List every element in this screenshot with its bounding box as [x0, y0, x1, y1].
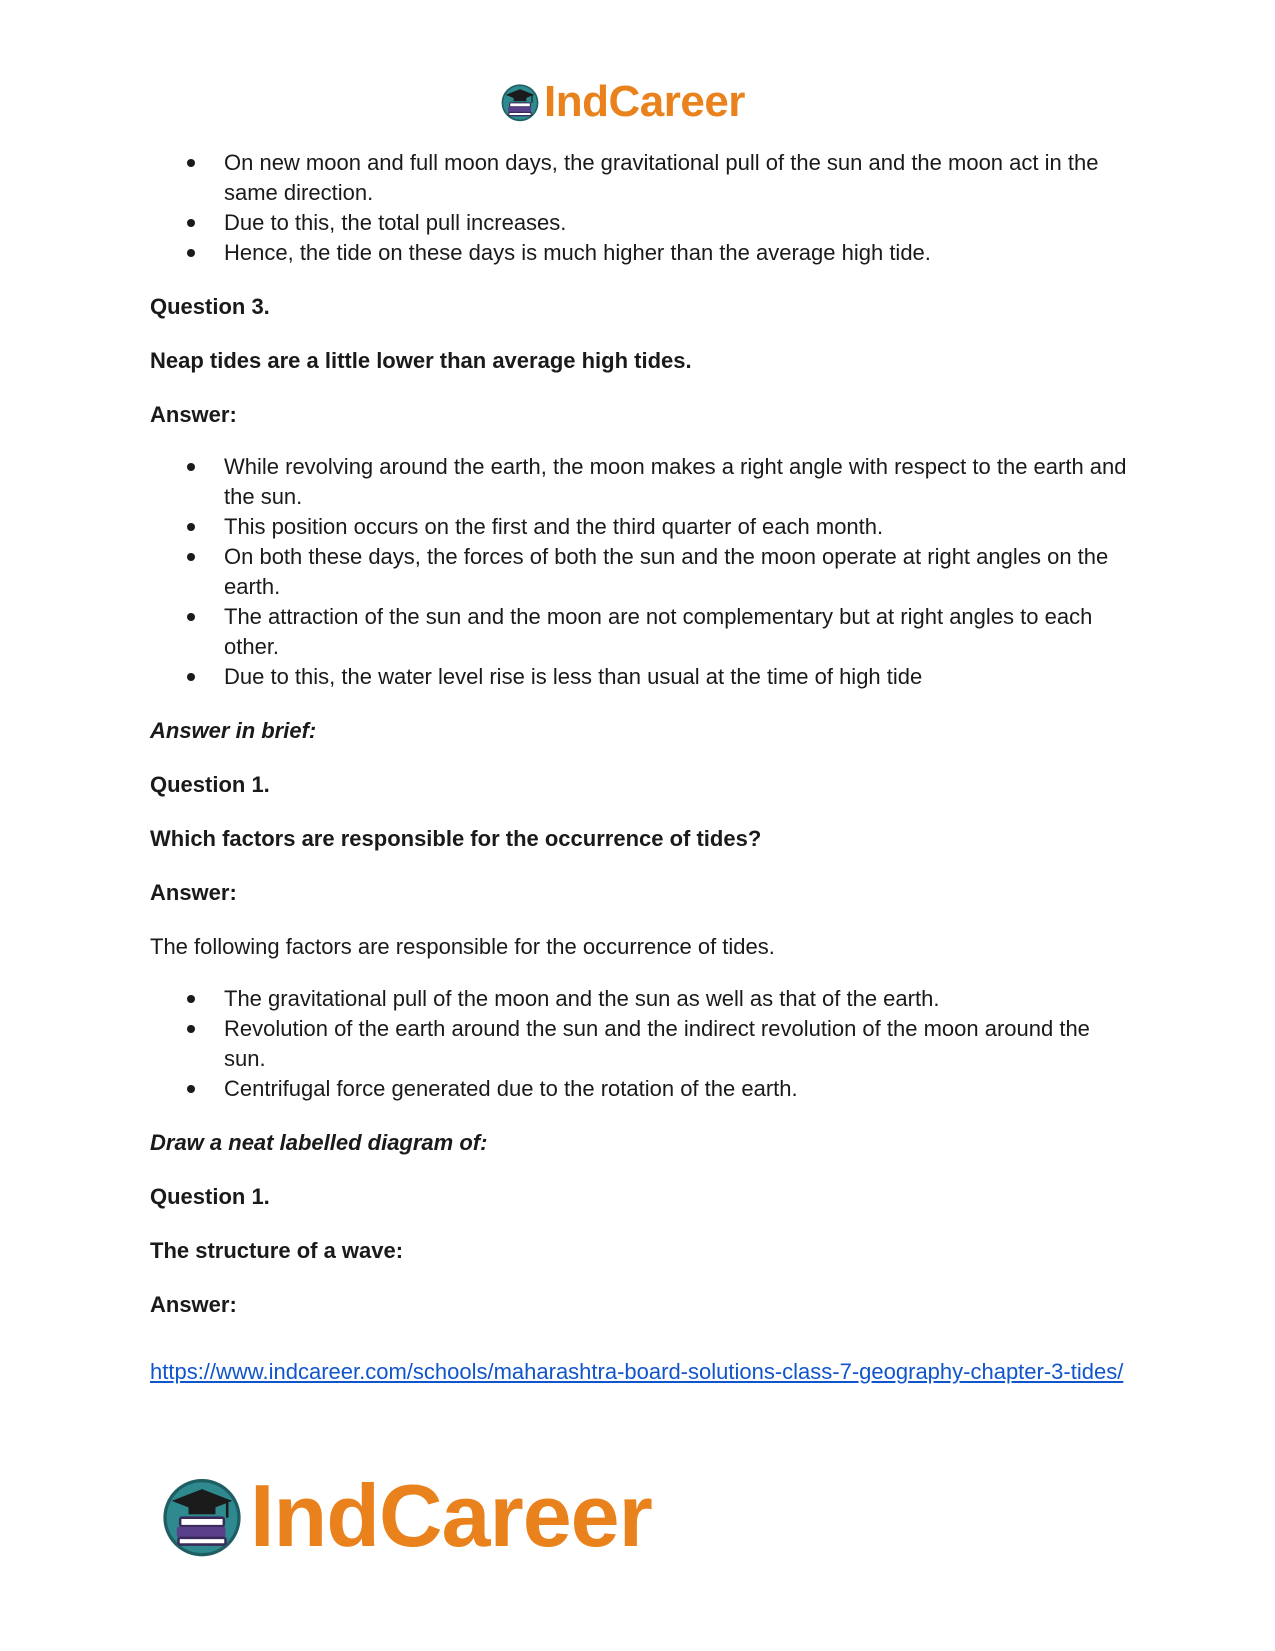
section-heading: Draw a neat labelled diagram of: — [150, 1130, 488, 1155]
bullet-list-tide-factors — [150, 984, 1130, 1104]
logo-text: IndCareer — [250, 1466, 652, 1565]
answer-label: Answer: — [150, 402, 237, 427]
document-body — [150, 148, 1130, 1390]
graduation-cap-books-icon — [500, 82, 540, 122]
source-link[interactable]: https://www.indcareer.com/schools/maharashtra-board-solutions-class-7-geography-chapter-3-tides/ — [150, 1359, 1124, 1384]
list-item: Due to this, the total pull increases. — [224, 208, 1130, 238]
list-item: The attraction of the sun and the moon are not complementary but at right angles to each other. — [224, 602, 1130, 662]
question-number: Question 1. — [150, 772, 270, 797]
list-item: This position occurs on the first and the third quarter of each month. — [224, 512, 1130, 542]
answer-label: Answer: — [150, 1292, 237, 1317]
answer-label: Answer: — [150, 880, 237, 905]
bullet-list-neap-tides — [150, 452, 1130, 692]
question-text: Neap tides are a little lower than average high tides. — [150, 348, 692, 373]
answer-intro: The following factors are responsible for the occurrence of tides. — [150, 934, 775, 959]
section-heading: Answer in brief: — [150, 718, 317, 743]
list-item: Revolution of the earth around the sun and the indirect revolution of the moon around the sun. — [224, 1014, 1130, 1074]
list-item: While revolving around the earth, the moon makes a right angle with respect to the earth and the sun. — [224, 452, 1130, 512]
list-item: On both these days, the forces of both the sun and the moon operate at right angles on the earth. — [224, 542, 1130, 602]
list-item: The gravitational pull of the moon and the sun as well as that of the earth. — [224, 984, 1130, 1014]
list-item: On new moon and full moon days, the gravitational pull of the sun and the moon act in the same direction. — [224, 148, 1130, 208]
graduation-cap-books-icon — [160, 1474, 244, 1558]
question-text: Which factors are responsible for the occurrence of tides? — [150, 826, 762, 851]
question-number: Question 1. — [150, 1184, 270, 1209]
list-item: Centrifugal force generated due to the rotation of the earth. — [224, 1074, 1130, 1104]
question-number: Question 3. — [150, 294, 270, 319]
header-logo — [500, 78, 745, 126]
list-item: Due to this, the water level rise is less than usual at the time of high tide — [224, 662, 1130, 692]
logo-text: IndCareer — [544, 77, 745, 126]
list-item: Hence, the tide on these days is much higher than the average high tide. — [224, 238, 1130, 268]
bullet-list-spring-tides — [150, 148, 1130, 268]
footer-logo — [160, 1468, 652, 1564]
question-text: The structure of a wave: — [150, 1238, 404, 1263]
